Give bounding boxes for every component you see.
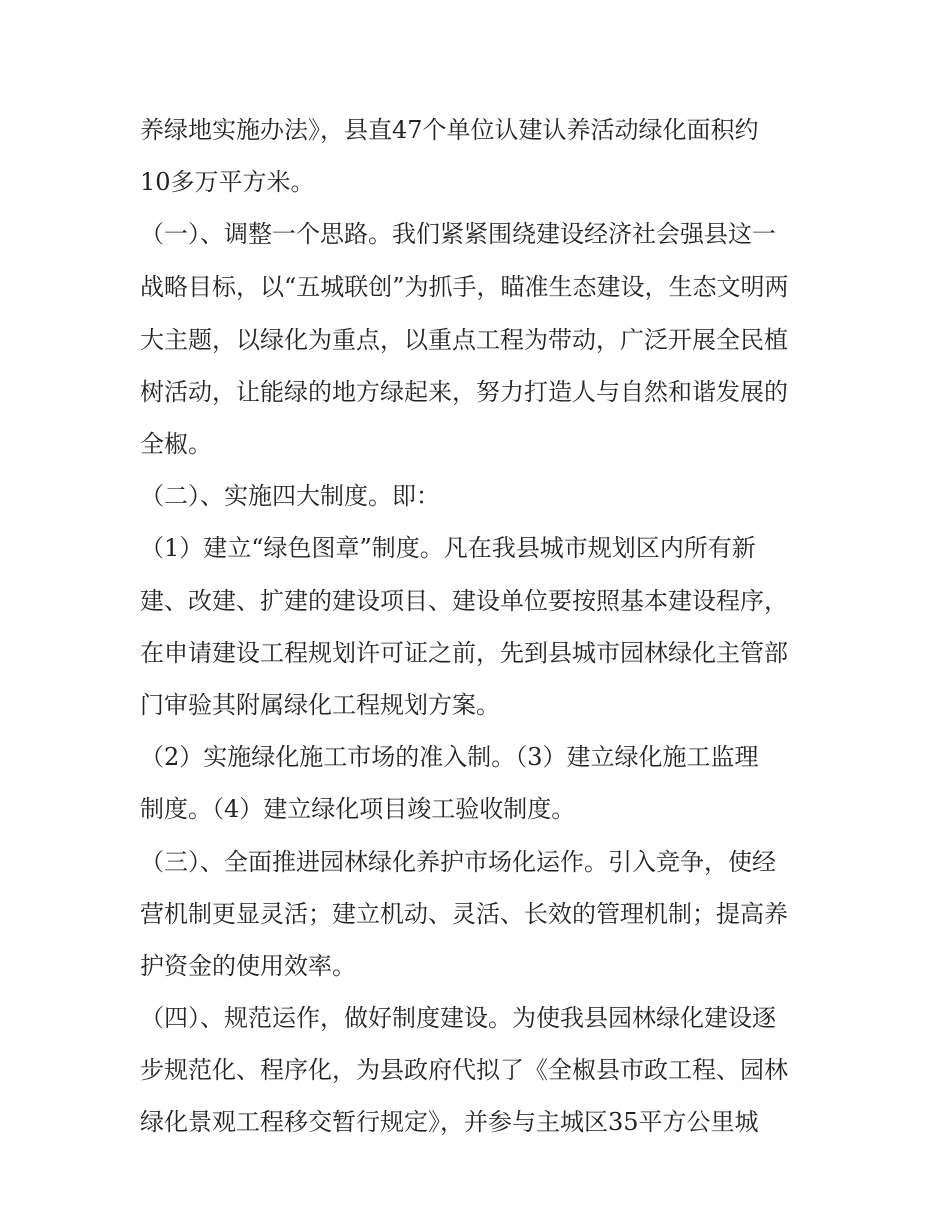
text-line: 门审验其附属绿化工程规划方案。 (140, 691, 500, 719)
text-line: 养绿地实施办法》，县直47个单位认建认养活动绿化面积约 (140, 116, 759, 144)
text-line: 绿化景观工程移交暂行规定》，并参与主城区35平方公里城 (140, 1108, 759, 1136)
text-line: 护资金的使用效率。 (140, 952, 356, 980)
text-line: （二）、实施四大制度。即： (140, 482, 440, 510)
text-line: 大主题，以绿化为重点，以重点工程为带动，广泛开展全民植 (140, 326, 788, 354)
text-line: （2）实施绿化施工市场的准入制。（3）建立绿化施工监理 (140, 743, 759, 771)
text-line: 10多万平方米。 (140, 168, 315, 196)
text-line: 全椒。 (140, 430, 212, 458)
text-line: （四）、规范运作，做好制度建设。为使我县园林绿化建设逐 (140, 1004, 776, 1032)
text-line: 树活动，让能绿的地方绿起来，努力打造人与自然和谐发展的 (140, 378, 788, 406)
text-line: （三）、全面推进园林绿化养护市场化运作。引入竞争，使经 (140, 848, 776, 876)
text-line: 建、改建、扩建的建设项目、建设单位要按照基本建设程序， (140, 587, 788, 615)
text-line: 营机制更显灵活；建立机动、灵活、长效的管理机制；提高养 (140, 900, 788, 928)
text-line: 战略目标，以“五城联创”为抓手，瞄准生态建设，生态文明两 (140, 273, 789, 301)
text-line: （一）、调整一个思路。我们紧紧围绕建设经济社会强县这一 (140, 220, 776, 248)
text-line: 步规范化、程序化，为县政府代拟了《全椒县市政工程、园林 (140, 1056, 788, 1084)
text-line: 制度。（4）建立绿化项目竣工验收制度。 (140, 795, 576, 823)
text-line: （1）建立“绿色图章”制度。凡在我县城市规划区内所有新 (140, 534, 756, 562)
text-line: 在申请建设工程规划许可证之前，先到县城市园林绿化主管部 (140, 639, 788, 667)
